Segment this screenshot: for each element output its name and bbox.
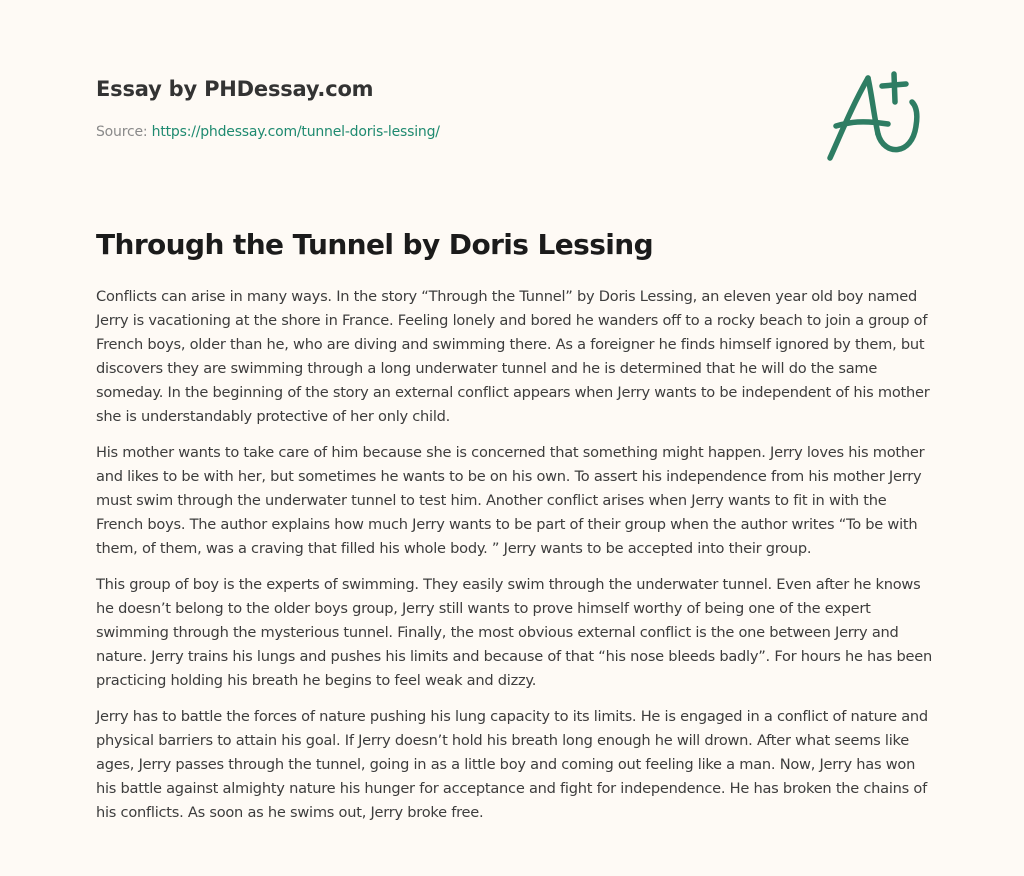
paragraph: His mother wants to take care of him because she is concerned that something might happen. Jerry loves his mother and likes to be with her, but sometimes he wants to be on his own. To assert his independence from his mother Jerry must swim through the underwater tunnel to test him. Another conflict arises when Jerry wants to fit in with the French boys. The author explains how much Jerry wants to be part of their group when the author writes “To be with them, of them, was a craving that filled his whole body. ” Jerry wants to be accepted into their group. (96, 444, 925, 557)
source-link[interactable]: https://phdessay.com/tunnel-doris-lessing/ (151, 124, 440, 140)
source-line (96, 122, 796, 142)
paragraph: Jerry has to battle the forces of nature pushing his lung capacity to its limits. He is engaged in a conflict of nature and physical barriers to attain his goal. If Jerry doesn’t hold his breath long enough he will drown. After what seems like ages, Jerry passes through the tunnel, going in as a little boy and coming out feeling like a man. Now, Jerry has won his battle against almighty nature his hunger for acceptance and fight for independence. He has broken the chains of his conflicts. As soon as he swims out, Jerry broke free. (96, 708, 928, 821)
article-title: Through the Tunnel by Doris Lessing (96, 228, 654, 261)
source-label: Source: (96, 124, 152, 140)
a-plus-grade-icon (822, 66, 926, 166)
article-body (96, 285, 932, 837)
paragraph: Conflicts can arise in many ways. In the story “Through the Tunnel” by Doris Lessing, an eleven year old boy named Jerry is vacationing at the shore in France. Feeling lonely and bored he wanders off to a rocky beach to join a group of French boys, older than he, who are diving and swimming there. As a foreigner he finds himself ignored by them, but discovers they are swimming through a long underwater tunnel and he is determined that he will do the same someday. In the beginning of the story an external conflict appears when Jerry wants to be independent of his mother she is understandably protective of her only child. (96, 288, 930, 425)
paragraph: This group of boy is the experts of swimming. They easily swim through the underwater tunnel. Even after he knows he doesn’t belong to the older boys group, Jerry still wants to prove himself worthy of being one of the expert swimming through the mysterious tunnel. Finally, the most obvious external conflict is the one between Jerry and nature. Jerry trains his lungs and pushes his limits and because of that “his nose bleeds badly”. For hours he has been practicing holding his breath he begins to feel weak and dizzy. (96, 576, 932, 689)
header (96, 74, 796, 142)
brand-title: Essay by PHDessay.com (96, 77, 374, 101)
